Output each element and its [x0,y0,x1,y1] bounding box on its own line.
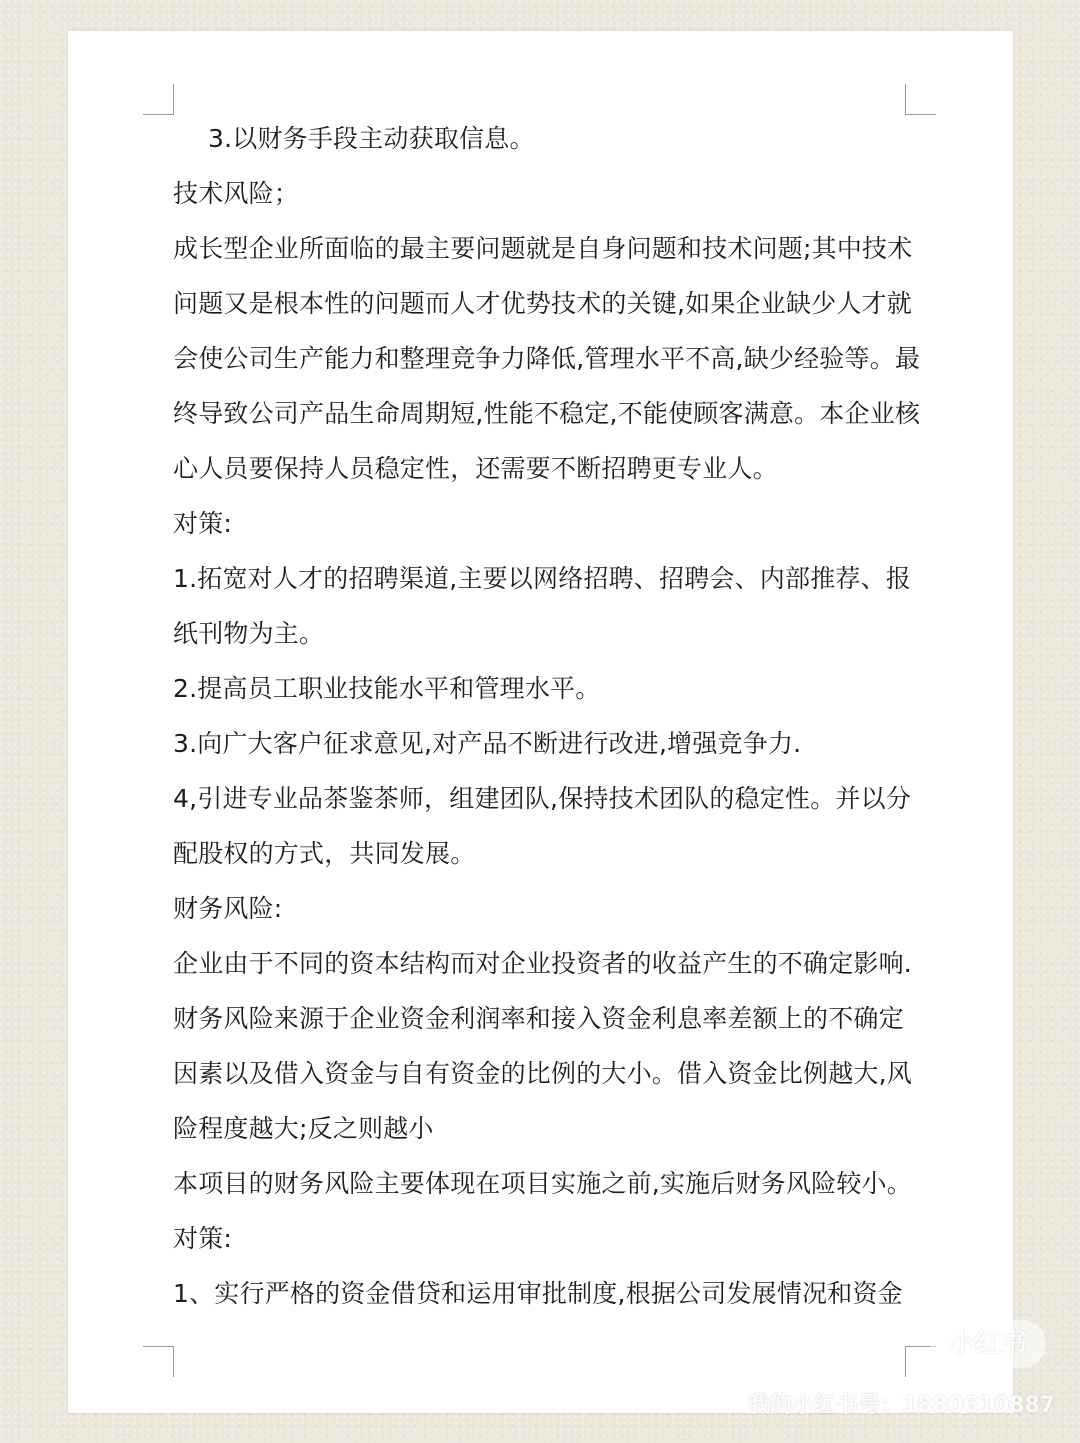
paragraph-line: 纸刊物为主。 [173,619,325,648]
paragraph-line: 心人员要保持人员稳定性，还需要不断招聘更专业人。 [173,454,778,483]
paragraph-line: 险程度越大;反之则越小 [173,1114,434,1143]
xiaohongshu-logo: 小红书 [930,1320,1046,1368]
paragraph-line: 3.向广大客户征求意见,对产品不断进行改进,增强竞争力. [173,729,802,758]
document-page [68,31,1013,1413]
section-heading: 对策: [173,509,233,538]
crop-mark-top-right [905,84,936,115]
paragraph-line: 本项目的财务风险主要体现在项目实施之前,实施后财务风险较小。 [173,1169,912,1198]
section-heading: 对策: [173,1224,233,1253]
paragraph-line: 2.提高员工职业技能水平和管理水平。 [173,674,601,703]
paragraph-line: 因素以及借入资金与自有资金的比例的大小。借入资金比例越大,风 [173,1059,912,1088]
paragraph-line: 1、实行严格的资金借贷和运用审批制度,根据公司发展情况和资金 [173,1279,903,1308]
paragraph-line: 3.以财务手段主动获取信息。 [208,124,535,153]
paragraph-line: 配股权的方式，共同发展。 [173,839,476,868]
paragraph-line: 终导致公司产品生命周期短,性能不稳定,不能使顾客满意。本企业核 [173,399,921,428]
paragraph-line: 1.拓宽对人才的招聘渠道,主要以网络招聘、招聘会、内部推荐、报 [173,564,912,593]
paragraph-line: 问题又是根本性的问题而人才优势技术的关键,如果企业缺少人才就 [173,289,912,318]
paragraph-line: 企业由于不同的资本结构而对企业投资者的收益产生的不确定影响. [173,949,912,978]
paragraph-line: 4,引进专业品茶鉴茶师，组建团队,保持技术团队的稳定性。并以分 [173,784,912,813]
section-heading: 技术风险； [173,179,300,208]
section-heading: 财务风险: [173,894,283,923]
paragraph-line: 成长型企业所面临的最主要问题就是自身问题和技术问题;其中技术 [173,234,913,263]
paragraph-line: 财务风险来源于企业资金利润率和接入资金利息率差额上的不确定 [173,1004,904,1033]
paragraph-line: 会使公司生产能力和整理竞争力降低,管理水平不高,缺少经验等。最 [173,344,921,373]
crop-mark-bottom-left [143,1346,174,1377]
crop-mark-top-left [143,84,174,115]
account-watermark: 我的小红书号：1880610887 [748,1393,1056,1418]
